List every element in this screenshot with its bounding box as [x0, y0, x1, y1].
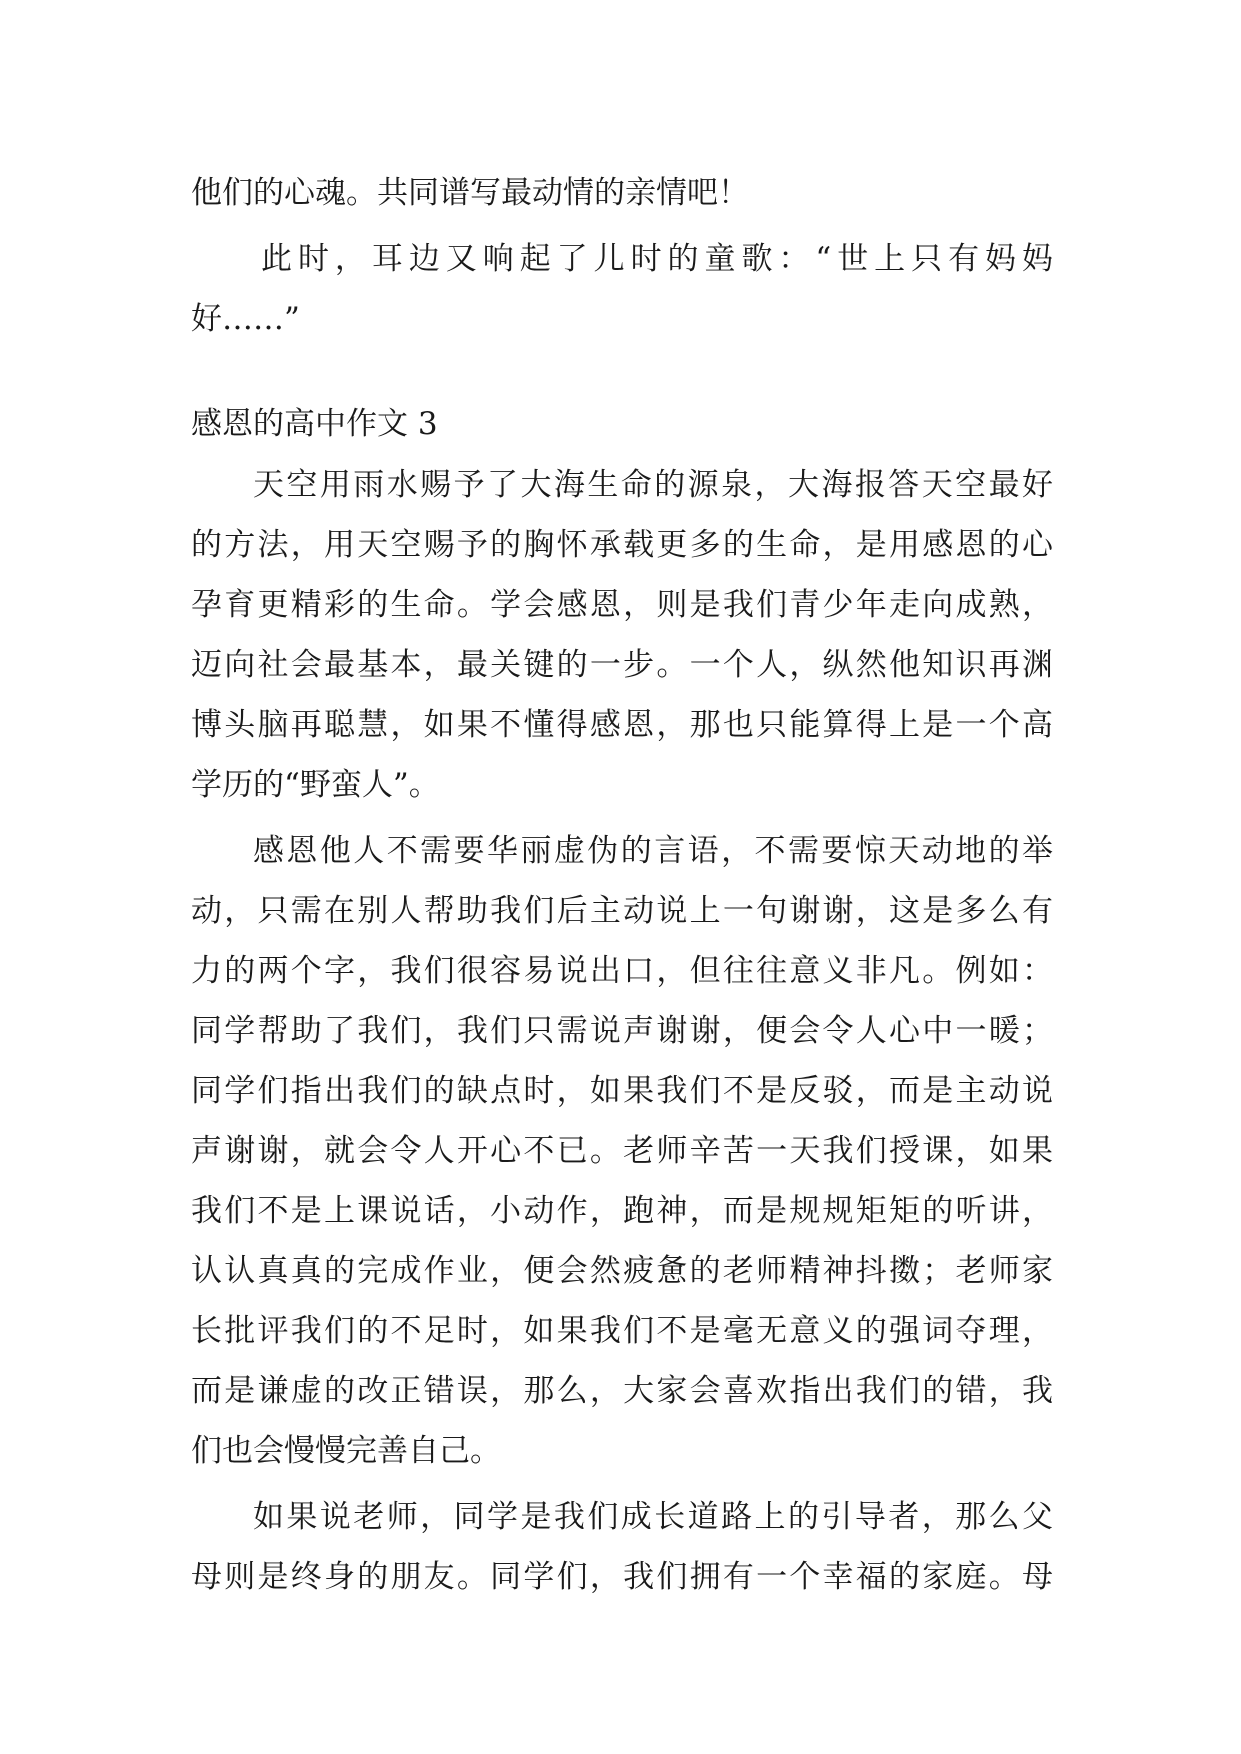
text-line: 感恩他人不需要华丽虚伪的言语，不需要惊天动地的举	[253, 833, 1053, 869]
text-line: 们也会慢慢完善自己。	[191, 1433, 501, 1469]
text-line: 好……”	[191, 301, 300, 337]
text-line: 声谢谢，就会令人开心不已。老师辛苦一天我们授课，如果	[191, 1133, 1053, 1169]
document-page	[191, 163, 1053, 1607]
text-line: 孕育更精彩的生命。学会感恩，则是我们青少年走向成熟，	[191, 587, 1053, 623]
text-line: 博头脑再聪慧，如果不懂得感恩，那也只能算得上是一个高	[191, 707, 1053, 743]
text-line: 同学们指出我们的缺点时，如果我们不是反驳，而是主动说	[191, 1073, 1053, 1109]
text-line: 迈向社会最基本，最关键的一步。一个人，纵然他知识再渊	[191, 647, 1053, 683]
text-line: 他们的心魂。共同谱写最动情的亲情吧！	[191, 175, 749, 211]
text-line: 此时，耳边又响起了儿时的童歌：“世上只有妈妈	[261, 241, 1053, 277]
text-line: 动，只需在别人帮助我们后主动说上一句谢谢，这是多么有	[191, 893, 1053, 929]
text-line: 我们不是上课说话，小动作，跑神，而是规规矩矩的听讲，	[191, 1193, 1053, 1229]
text-line: 天空用雨水赐予了大海生命的源泉，大海报答天空最好	[253, 467, 1053, 503]
text-line: 的方法，用天空赐予的胸怀承载更多的生命，是用感恩的心	[191, 527, 1053, 563]
text-line: 如果说老师，同学是我们成长道路上的引导者，那么父	[253, 1499, 1053, 1535]
text-line: 长批评我们的不足时，如果我们不是毫无意义的强词夺理，	[191, 1313, 1053, 1349]
section-title: 感恩的高中作文 3	[191, 406, 438, 442]
text-line: 学历的“野蛮人”。	[191, 767, 440, 803]
text-line: 同学帮助了我们，我们只需说声谢谢，便会令人心中一暖；	[191, 1013, 1053, 1049]
text-line: 力的两个字，我们很容易说出口，但往往意义非凡。例如：	[191, 953, 1053, 989]
text-line: 而是谦虚的改正错误，那么，大家会喜欢指出我们的错，我	[191, 1373, 1053, 1409]
text-line: 母则是终身的朋友。同学们，我们拥有一个幸福的家庭。母	[191, 1559, 1053, 1595]
text-line: 认认真真的完成作业，便会然疲惫的老师精神抖擞；老师家	[191, 1253, 1053, 1289]
